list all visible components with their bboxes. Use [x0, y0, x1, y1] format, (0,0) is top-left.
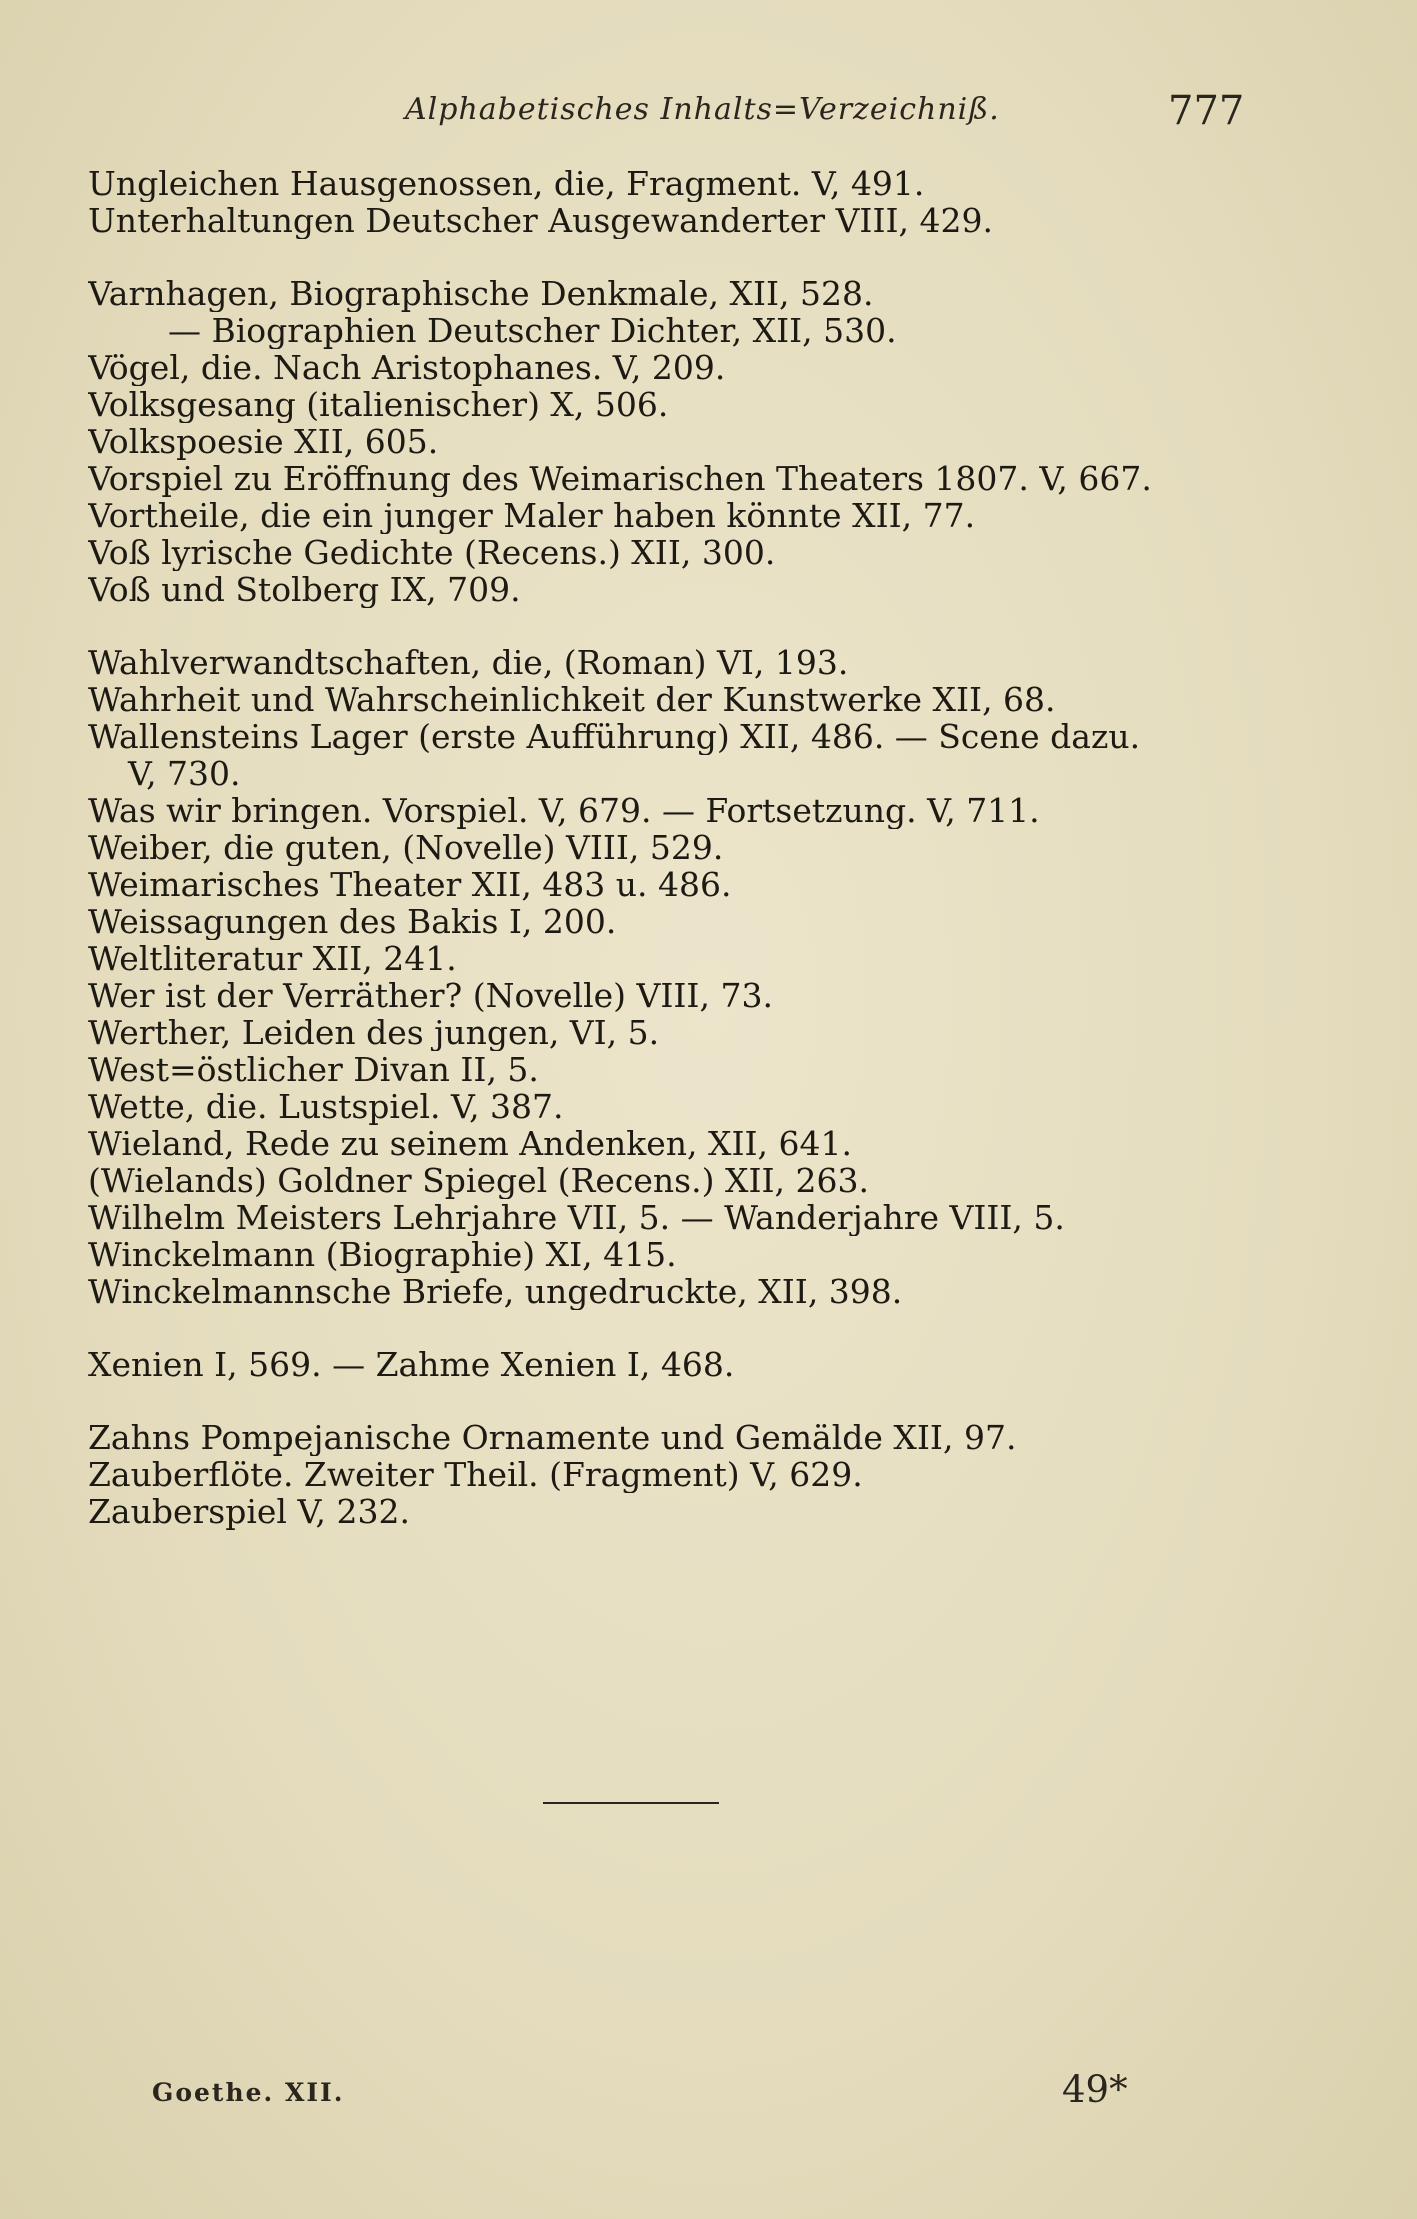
index-entry: Wieland, Rede zu seinem Andenken, XII, 641. — [88, 1125, 853, 1162]
page-number: 777 — [1168, 88, 1245, 134]
index-entry: Zauberflöte. Zweiter Theil. (Fragment) V, 629. — [88, 1456, 863, 1493]
index-group-u — [88, 165, 1268, 239]
index-entry: Wette, die. Lustspiel. V, 387. — [88, 1088, 564, 1125]
end-rule — [543, 1802, 719, 1804]
index-entry: Weltliteratur XII, 241. — [88, 940, 457, 977]
index-entry: Weimarisches Theater XII, 483 u. 486. — [88, 866, 732, 903]
index-entry: Wilhelm Meisters Lehrjahre VII, 5. — Wanderjahre VIII, 5. — [88, 1199, 1065, 1236]
index-group-x — [88, 1346, 1268, 1383]
index-entry: West=östlicher Divan II, 5. — [88, 1051, 539, 1088]
signature-mark: Goethe. XII. — [152, 2078, 345, 2107]
sheet-number: 49* — [1062, 2068, 1128, 2111]
index-entry: Vortheile, die ein junger Maler haben könnte XII, 77. — [88, 497, 976, 534]
index-group-v — [88, 275, 1268, 608]
running-title: Alphabetisches Inhalts=Verzeichniß. — [405, 92, 1000, 127]
index-group-z — [88, 1419, 1268, 1530]
index-entries — [88, 165, 1268, 1566]
index-entry: Voß lyrische Gedichte (Recens.) XII, 300. — [88, 534, 776, 571]
index-entry: Volkspoesie XII, 605. — [88, 423, 439, 460]
index-entry: Wahrheit und Wahrscheinlichkeit der Kunstwerke XII, 68. — [88, 681, 1056, 718]
page-footer — [0, 2068, 1417, 2118]
index-entry: Wer ist der Verräther? (Novelle) VIII, 73. — [88, 977, 773, 1014]
index-entry: — Biographien Deutscher Dichter, XII, 530. — [168, 312, 897, 349]
index-entry: Xenien I, 569. — Zahme Xenien I, 468. — [88, 1346, 735, 1383]
index-entry: Ungleichen Hausgenossen, die, Fragment. V, 491. — [88, 165, 925, 202]
index-entry: Weissagungen des Bakis I, 200. — [88, 903, 617, 940]
index-entry: Zahns Pompejanische Ornamente und Gemälde XII, 97. — [88, 1419, 1017, 1456]
index-entry: Winckelmann (Biographie) XI, 415. — [88, 1236, 677, 1273]
index-entry: Voß und Stolberg IX, 709. — [88, 571, 521, 608]
index-entry: Werther, Leiden des jungen, VI, 5. — [88, 1014, 660, 1051]
index-group-w — [88, 644, 1268, 1310]
index-entry: Wallensteins Lager (erste Aufführung) XII, 486. — Scene dazu. — [88, 718, 1141, 755]
index-entry: Wahlverwandtschaften, die, (Roman) VI, 193. — [88, 644, 849, 681]
index-entry: Was wir bringen. Vorspiel. V, 679. — Fortsetzung. V, 711. — [88, 792, 1040, 829]
index-entry: Winckelmannsche Briefe, ungedruckte, XII, 398. — [88, 1273, 903, 1310]
page-header — [0, 88, 1417, 142]
index-entry: Varnhagen, Biographische Denkmale, XII, 528. — [88, 275, 874, 312]
index-entry: Volksgesang (italienischer) X, 506. — [88, 386, 669, 423]
index-entry: Vorspiel zu Eröffnung des Weimarischen Theaters 1807. V, 667. — [88, 460, 1152, 497]
index-entry-continuation: V, 730. — [128, 755, 241, 792]
index-entry: Unterhaltungen Deutscher Ausgewanderter VIII, 429. — [88, 202, 993, 239]
index-entry: Vögel, die. Nach Aristophanes. V, 209. — [88, 349, 726, 386]
index-entry: (Wielands) Goldner Spiegel (Recens.) XII, 263. — [88, 1162, 869, 1199]
index-entry: Weiber, die guten, (Novelle) VIII, 529. — [88, 829, 724, 866]
index-entry: Zauberspiel V, 232. — [88, 1493, 410, 1530]
